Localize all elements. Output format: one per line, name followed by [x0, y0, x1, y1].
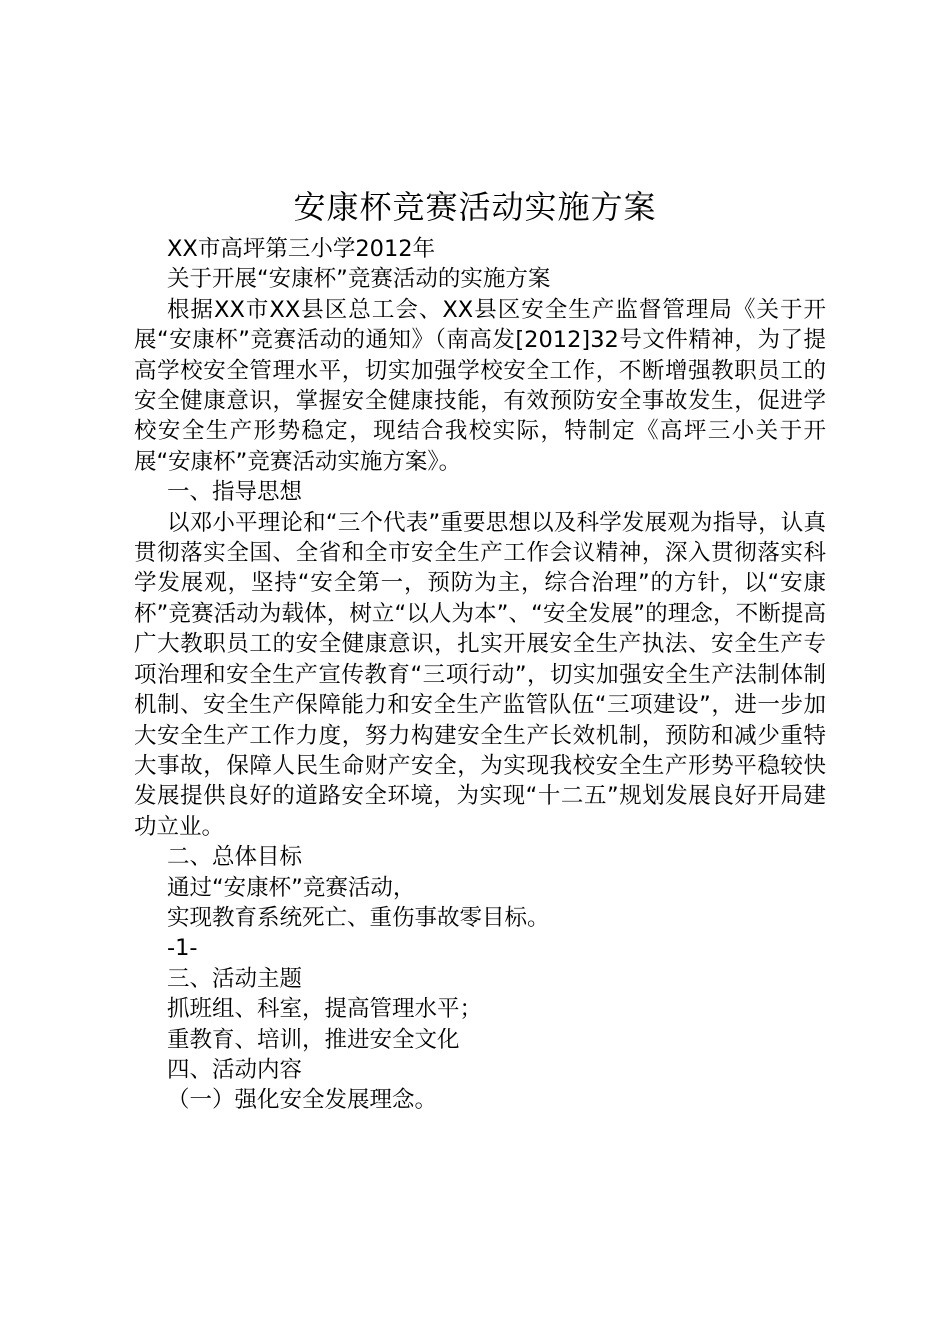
intro-paragraph: 根据XX市XX县区总工会、XX县区安全生产监督管理局《关于开展“安康杯”竞赛活动的通知》（南高发[2012]32号文件精神，为了提高学校安全管理水平，切实加强学校安全工作，不断增强教职员工的安全健康意识，掌握安全健康技能，有效预防安全事故发生，促进学校安全生产形势稳定，现结合我校实际，特制定《高坪三小关于开展“安康杯”竞赛活动实施方案》。 [134, 296, 826, 475]
activity-theme-line-2: 重教育、培训，推进安全文化 [167, 1026, 460, 1053]
page-number: -1- [167, 935, 198, 962]
document-body [134, 234, 826, 1116]
guiding-ideology-paragraph: 以邓小平理论和“三个代表”重要思想以及科学发展观为指导，认真贯彻落实全国、全省和全市安全生产工作会议精神，深入贯彻落实科学发展观，坚持“安全第一，预防为主，综合治理”的方针，以“安康杯”竞赛活动为载体，树立“以人为本”、“安全发展”的理念，不断提高广大教职员工的安全健康意识，扎实开展安全生产执法、安全生产专项治理和安全生产宣传教育“三项行动”，切实加强安全生产法制体制机制、安全生产保障能力和安全生产监管队伍“三项建设”，进一步加大安全生产工作力度，努力构建安全生产长效机制，预防和减少重特大事故，保障人民生命财产安全，为实现我校安全生产形势平稳较快发展提供良好的道路安全环境，为实现“十二五”规划发展良好开局建功立业。 [134, 509, 826, 840]
section-heading-activity-theme: 三、活动主题 [167, 965, 303, 992]
section-heading-guiding-ideology: 一、指导思想 [167, 479, 303, 506]
overall-goal-line-2: 实现教育系统死亡、重伤事故零目标。 [167, 904, 550, 931]
school-line: XX市高坪第三小学2012年 [167, 236, 436, 262]
activity-content-item-1: （一）强化安全发展理念。 [167, 1087, 438, 1114]
overall-goal-line-1: 通过“安康杯”竞赛活动， [167, 874, 416, 901]
activity-theme-line-1: 抓班组、科室，提高管理水平； [167, 996, 483, 1023]
document-title: 安康杯竞赛活动实施方案 [293, 188, 657, 226]
section-heading-overall-goal: 二、总体目标 [167, 844, 303, 871]
subtitle-line: 关于开展“安康杯”竞赛活动的实施方案 [167, 266, 551, 293]
section-heading-activity-content: 四、活动内容 [167, 1056, 303, 1083]
